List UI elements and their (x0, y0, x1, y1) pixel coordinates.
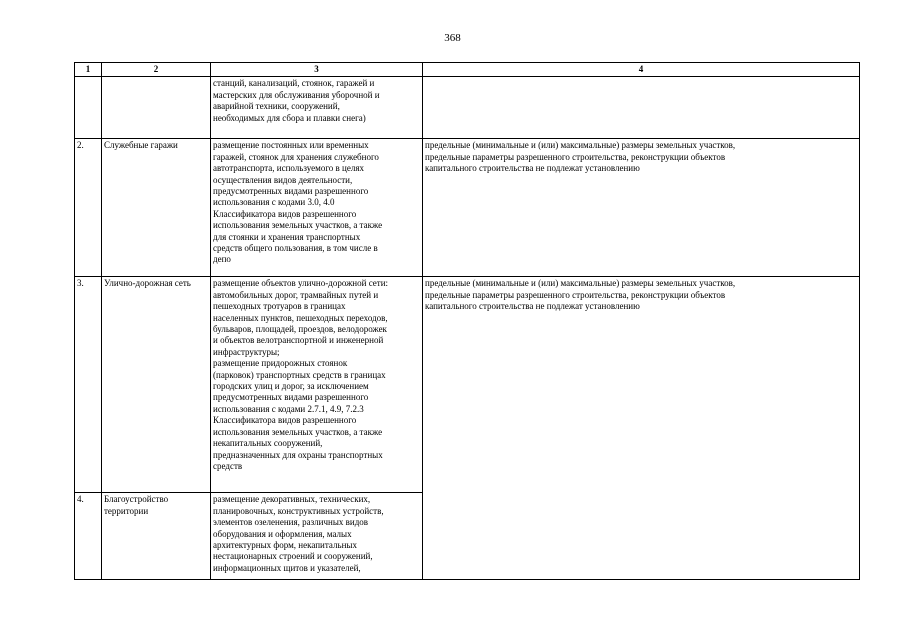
use-type-description: станций, канализаций, стоянок, гаражей и мастерских для обслуживания уборочной и аварийной техники, сооружений, необходимых для сбора и плавки снега) (211, 77, 423, 139)
regulations-table (74, 62, 860, 580)
column-header-3: 3 (211, 63, 423, 77)
row-number: 4. (75, 493, 102, 580)
parameters-text (423, 77, 860, 139)
use-type-description: размещение объектов улично-дорожной сети: автомобильных дорог, трамвайных путей и пешеходных тротуаров в границах населенных пунктов, пешеходных переходов, бульваров, площадей, проездов, велодорожек и объектов велотранспортной и инженерной инфраструктуры; размещение придорожных стоянок (парковок) транспортных средств в границах городских улиц и дорог, за исключением предусмотренных видами разрешенного использования с кодами 2.7.1, 4.9, 7.2.3 Классификатора видов разрешенного использования земельных участков, а также некапитальных сооружений, предназначенных для охраны транспортных средств (211, 277, 423, 493)
table-header-row (75, 63, 860, 77)
row-number: 3. (75, 277, 102, 493)
row-number: 2. (75, 139, 102, 277)
use-type-name (102, 77, 211, 139)
parameters-text: предельные (минимальные и (или) максимальные) размеры земельных участков, предельные параметры разрешенного строительства, реконструкции объектов капитального строительства не подлежат установлению (423, 277, 860, 580)
column-header-1: 1 (75, 63, 102, 77)
use-type-description: размещение декоративных, технических, планировочных, конструктивных устройств, элементов озеленения, различных видов оборудования и оформления, малых архитектурных форм, некапитальных нестационарных строений и сооружений, информационных щитов и указателей, (211, 493, 423, 580)
table-row (75, 139, 860, 277)
column-header-4: 4 (423, 63, 860, 77)
use-type-description: размещение постоянных или временных гаражей, стоянок для хранения служебного автотранспорта, используемого в целях осуществления видов деятельности, предусмотренных видами разрешенного использования с кодами 3.0, 4.0 Классификатора видов разрешенного использования земельных участков, а также для стоянки и хранения транспортных средств общего пользования, в том числе в депо (211, 139, 423, 277)
page-number: 368 (444, 32, 461, 44)
use-type-name: Улично-дорожная сеть (102, 277, 211, 493)
use-type-name: Благоустройство территории (102, 493, 211, 580)
column-header-2: 2 (102, 63, 211, 77)
row-number (75, 77, 102, 139)
table-row (75, 77, 860, 139)
use-type-name: Служебные гаражи (102, 139, 211, 277)
table-row (75, 277, 860, 493)
parameters-text: предельные (минимальные и (или) максимальные) размеры земельных участков, предельные параметры разрешенного строительства, реконструкции объектов капитального строительства не подлежат установлению (423, 139, 860, 277)
